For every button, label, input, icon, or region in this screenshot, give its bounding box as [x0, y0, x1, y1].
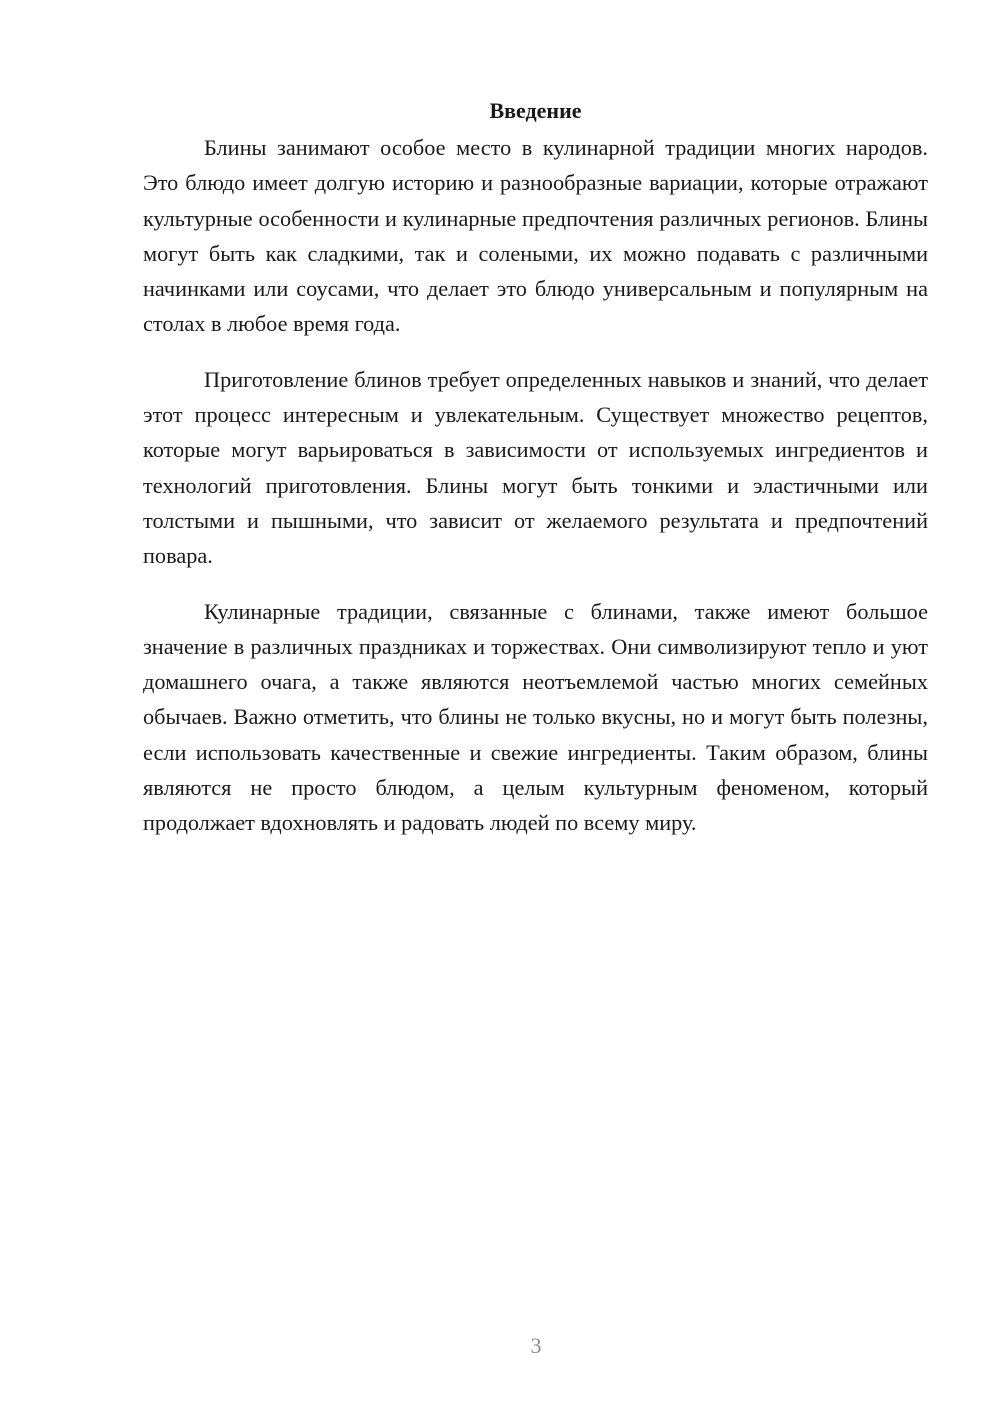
page-content — [143, 96, 928, 861]
paragraph-3: Кулинарные традиции, связанные с блинами, также имеют большое значение в различных праздниках и торжествах. Они символизируют тепло и уют домашнего очага, а также являются неотъемлемой частью многих семейных обычаев. Важно отметить, что блины не только вкусны, но и могут быть полезны, если использовать качественные и свежие ингредиенты. Таким образом, блины являются не просто блюдом, а целым культурным феноменом, который продолжает вдохновлять и радовать людей по всему миру. — [143, 598, 928, 836]
paragraph-1: Блины занимают особое место в кулинарной традиции многих народов. Это блюдо имеет долгую историю и разнообразные вариации, которые отражают культурные особенности и кулинарные предпочтения различных регионов. Блины могут быть как сладкими, так и солеными, их можно подавать с различными начинками или соусами, что делает это блюдо универсальным и популярным на столах в любое время года. — [143, 135, 928, 337]
page-number: 3 — [530, 1333, 542, 1358]
paragraph-2: Приготовление блинов требует определенных навыков и знаний, что делает этот процесс интересным и увлекательным. Существует множество рецептов, которые могут варьироваться в зависимости от используемых ингредиентов и технологий приготовления. Блины могут быть тонкими и эластичными или толстыми и пышными, что зависит от желаемого результата и предпочтений повара. — [143, 366, 928, 569]
section-heading: Введение — [489, 98, 582, 123]
